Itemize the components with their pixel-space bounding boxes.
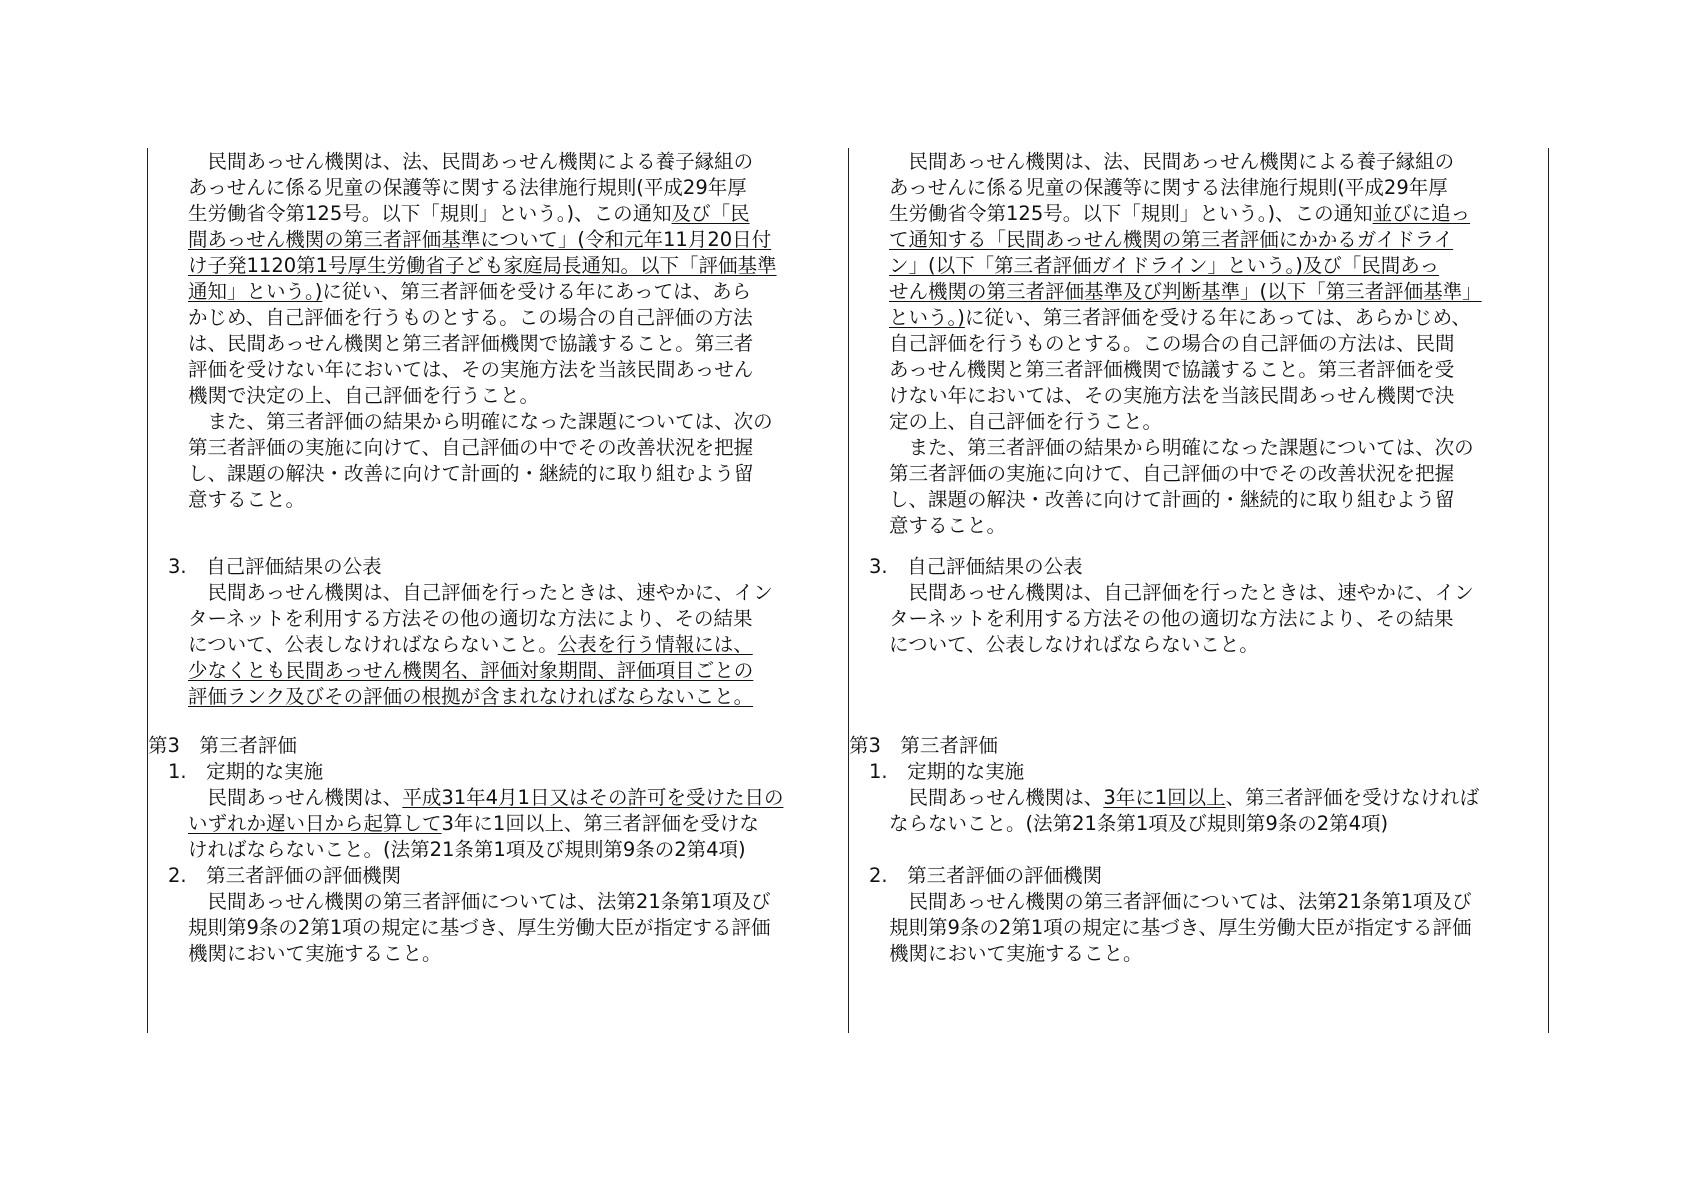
text-line: 機関で決定の上、自己評価を行うこと。 <box>188 384 540 407</box>
text-line: けない年においては、その実施方法を当該民間あっせん機関で決 <box>889 384 1455 407</box>
text-line: ターネットを利用する方法その他の適切な方法により、その結果 <box>188 607 753 630</box>
text-line: ン」(以下「第三者評価ガイドライン」という。)及び「民間あっ <box>889 254 1440 277</box>
text-line: ならないこと。(法第21条第1項及び規則第9条の2第4項) <box>889 812 1389 835</box>
text-line: いずれか遅い日から起算して3年に1回以上、第三者評価を受けな <box>188 812 759 835</box>
text-line: ターネットを利用する方法その他の適切な方法により、その結果 <box>889 607 1454 630</box>
text-line: 自己評価を行うものとする。この場合の自己評価の方法は、民間 <box>889 332 1455 355</box>
text-line: 間あっせん機関の第三者評価基準について」(令和元年11月20日付 <box>188 228 772 251</box>
text-line: 民間あっせん機関は、平成31年4月1日又はその許可を受けた日の <box>188 786 784 809</box>
text-line: 機関において実施すること。 <box>889 942 1143 965</box>
text-line: 民間あっせん機関は、自己評価を行ったときは、速やかに、イン <box>188 581 773 604</box>
text-line: 民間あっせん機関は、法、民間あっせん機関による養子縁組の <box>188 150 754 173</box>
text-line: かじめ、自己評価を行うものとする。この場合の自己評価の方法 <box>188 306 753 329</box>
text-line: 民間あっせん機関は、法、民間あっせん機関による養子縁組の <box>889 150 1455 173</box>
text-line: という。)に従い、第三者評価を受ける年にあっては、あらかじめ、 <box>889 306 1471 329</box>
text-line: 評価ランク及びその評価の根拠が含まれなければならないこと。 <box>188 685 754 708</box>
left-column <box>148 148 848 1033</box>
text-line: 民間あっせん機関は、自己評価を行ったときは、速やかに、イン <box>889 581 1474 604</box>
text-line: あっせんに係る児童の保護等に関する法律施行規則(平成29年厚 <box>889 176 1448 199</box>
text-line: あっせんに係る児童の保護等に関する法律施行規則(平成29年厚 <box>188 176 747 199</box>
right-subheading-periodic-implementation: 1. 定期的な実施 <box>869 760 1025 783</box>
left-section-heading-third-party-evaluation: 第3 第三者評価 <box>148 734 297 757</box>
text-line: し、課題の解決・改善に向けて計画的・継続的に取り組むよう留 <box>889 488 1455 511</box>
right-heading-self-evaluation-publication: 3. 自己評価結果の公表 <box>869 555 1083 578</box>
text-line: ければならないこと。(法第21条第1項及び規則第9条の2第4項) <box>188 838 746 861</box>
right-section-heading-third-party-evaluation: 第3 第三者評価 <box>849 734 998 757</box>
text-line: 生労働省令第125号。以下「規則」という。)、この通知及び「民 <box>188 202 750 225</box>
text-line: 民間あっせん機関の第三者評価については、法第21条第1項及び <box>889 890 1472 913</box>
text-line: あっせん機関と第三者評価機関で協議すること。第三者評価を受 <box>889 358 1455 381</box>
text-line: 意すること。 <box>889 514 1007 537</box>
text-line: 規則第9条の2第1項の規定に基づき、厚生労働大臣が指定する評価 <box>889 916 1472 939</box>
text-line: 意すること。 <box>188 488 306 511</box>
text-line: せん機関の第三者評価基準及び判断基準」(以下「第三者評価基準」 <box>889 280 1482 303</box>
comparison-table <box>147 148 1549 1033</box>
text-line: 民間あっせん機関は、3年に1回以上、第三者評価を受けなければ <box>889 786 1480 809</box>
text-line: 生労働省令第125号。以下「規則」という。)、この通知並びに追っ <box>889 202 1471 225</box>
right-column <box>849 148 1549 1033</box>
text-line: 機関において実施すること。 <box>188 942 442 965</box>
text-line: 定の上、自己評価を行うこと。 <box>889 410 1163 433</box>
text-line: 第三者評価の実施に向けて、自己評価の中でその改善状況を把握 <box>188 436 754 459</box>
text-line: け子発1120第1号厚生労働省子ども家庭局長通知。以下「評価基準 <box>188 254 777 277</box>
text-line: 民間あっせん機関の第三者評価については、法第21条第1項及び <box>188 890 771 913</box>
text-line: また、第三者評価の結果から明確になった課題については、次の <box>188 410 773 433</box>
text-line: 通知」という。)に従い、第三者評価を受ける年にあっては、あら <box>188 280 752 303</box>
text-line: 第三者評価の実施に向けて、自己評価の中でその改善状況を把握 <box>889 462 1455 485</box>
text-line: また、第三者評価の結果から明確になった課題については、次の <box>889 436 1474 459</box>
text-line: について、公表しなければならないこと。公表を行う情報には、 <box>188 633 753 656</box>
text-line: て通知する「民間あっせん機関の第三者評価にかかるガイドライ <box>889 228 1454 251</box>
text-line: は、民間あっせん機関と第三者評価機関で協議すること。第三者 <box>188 332 754 355</box>
left-subheading-periodic-implementation: 1. 定期的な実施 <box>168 760 324 783</box>
text-line: し、課題の解決・改善に向けて計画的・継続的に取り組むよう留 <box>188 462 754 485</box>
text-line: 少なくとも民間あっせん機関名、評価対象期間、評価項目ごとの <box>188 659 754 682</box>
left-subheading-evaluation-body: 2. 第三者評価の評価機関 <box>168 864 402 887</box>
text-line: 評価を受けない年においては、その実施方法を当該民間あっせん <box>188 358 754 381</box>
left-heading-self-evaluation-publication: 3. 自己評価結果の公表 <box>168 555 382 578</box>
text-line: について、公表しなければならないこと。 <box>889 633 1259 656</box>
right-subheading-evaluation-body: 2. 第三者評価の評価機関 <box>869 864 1103 887</box>
text-line: 規則第9条の2第1項の規定に基づき、厚生労働大臣が指定する評価 <box>188 916 771 939</box>
